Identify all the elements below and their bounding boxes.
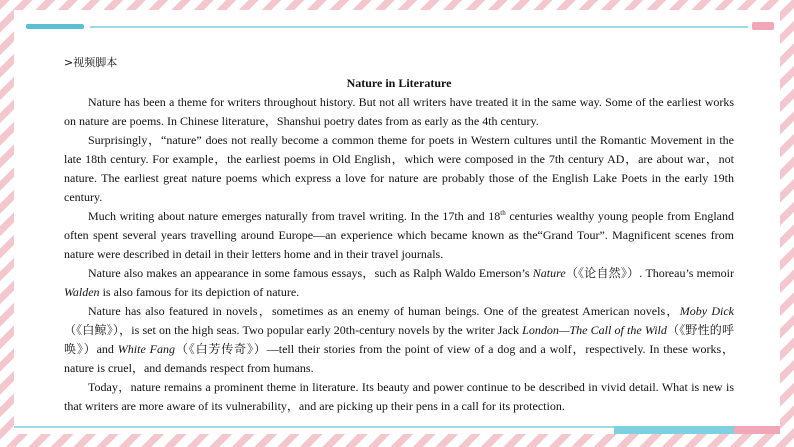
paragraph-6: Today，nature remains a prominent theme in literature. Its beauty and power continue to be described in vivid detail. What is new is that writers are more aware of its vulnerability，and are picking up their pens in a call for its protection. bbox=[64, 380, 734, 413]
title-walden: Walden bbox=[64, 285, 100, 299]
top-accent-right bbox=[752, 22, 774, 30]
title-moby-dick: Moby Dick bbox=[679, 304, 734, 318]
paragraph-5-text-b: （《白鲸》），is set on the high seas. Two popular early 20th-century novels by the writer Jack bbox=[64, 323, 523, 337]
title-nature: Nature bbox=[532, 266, 566, 280]
paragraph-5-text-c: （《野性的呼唤》）and bbox=[64, 323, 734, 356]
paragraph-3 bbox=[64, 207, 734, 264]
title-white-fang: White Fang bbox=[117, 342, 175, 356]
paragraph-4 bbox=[64, 264, 734, 302]
top-divider-line bbox=[90, 26, 748, 28]
paragraph-3-text-b: centuries wealthy young people from England often spent several years travelling around Europe—an experience which became known as the“Grand Tour”. Magnificent scenes from nature were described in detail in their letters home and in their travel journals. bbox=[64, 209, 734, 261]
top-accent-left bbox=[26, 24, 84, 29]
section-heading: >视频脚本 bbox=[64, 56, 118, 69]
paragraph-5-text-a: Nature has also featured in novels，sometimes as an enemy of human beings. One of the greatest American novels， bbox=[88, 304, 680, 318]
bottom-accent-blue bbox=[614, 426, 734, 434]
document-body bbox=[64, 55, 734, 416]
article-title: Nature in Literature bbox=[346, 76, 452, 90]
paragraph-5 bbox=[64, 302, 734, 378]
bottom-accent-pink bbox=[734, 426, 780, 434]
paragraph-4-text-a: Nature also makes an appearance in some famous essays，such as Ralph Waldo Emerson’s bbox=[88, 266, 533, 280]
paragraph-3-text-a: Much writing about nature emerges naturally from travel writing. In the 17th and 18 bbox=[88, 209, 501, 223]
top-decoration-bar bbox=[14, 10, 780, 40]
slide bbox=[14, 10, 780, 434]
paragraph-4-text-c: is also famous for its depiction of nature. bbox=[99, 285, 300, 299]
paragraph-5-text-d: （《白芳传奇》）—tell their stories from the point of view of a dog and a wolf，respectively. In these works，nature is cruel，and demands respect from humans. bbox=[64, 342, 734, 375]
superscript-th: th bbox=[500, 209, 506, 217]
paragraph-1: Nature has been a theme for writers throughout history. But not all writers have treated it in the same way. Some of the earliest works on nature are poems. In Chinese literature，Shanshui poetry dates from as early as the 4th century. bbox=[64, 95, 734, 128]
title-call-of-the-wild: London—The Call of the Wild bbox=[522, 323, 667, 337]
paragraph-4-text-b: （《论自然》）. Thoreau’s memoir bbox=[565, 266, 734, 280]
paragraph-2: Surprisingly，“nature” does not really become a common theme for poets in Western cultures until the Romantic Movement in the late 18th century. For example，the earliest poems in Old English，which were composed in the 7th century AD，are about war，not nature. The earliest great nature poems which express a love for nature are probably those of the English Lake Poets in the early 19th century. bbox=[64, 133, 734, 204]
